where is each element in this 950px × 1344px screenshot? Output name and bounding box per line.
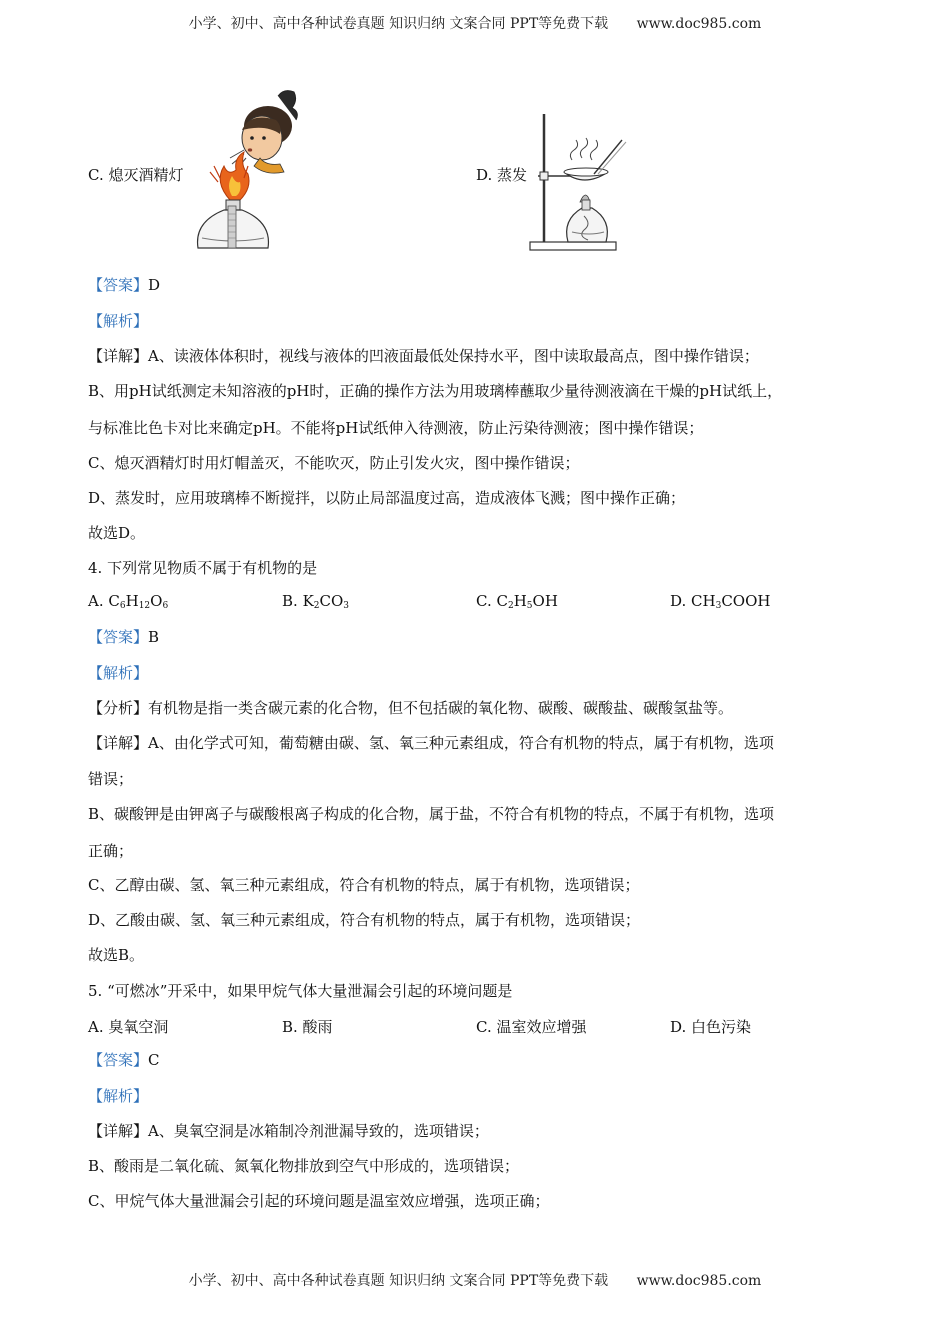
q4-detail-d: D、乙酸由碳、氢、氧三种元素组成，符合有机物的特点，属于有机物，选项错误；	[88, 911, 641, 929]
q5-detail-a	[88, 1120, 489, 1141]
q3-analysis-heading	[88, 310, 148, 331]
q3-detail-c: C、熄灭酒精灯时用灯帽盖灭，不能吹灭，防止引发火灾，图中操作错误；	[88, 454, 580, 472]
q4-answer	[88, 626, 159, 647]
flame-icon	[210, 152, 249, 200]
q5-answer	[88, 1049, 160, 1070]
answer-value: D	[148, 276, 161, 294]
q4-stem: 4. 下列常见物质不属于有机物的是	[88, 559, 318, 577]
q4-detail-c: C、乙醇由碳、氢、氧三种元素组成，符合有机物的特点，属于有机物，选项错误；	[88, 876, 640, 894]
q4-detail-b-line2: 正确；	[88, 842, 134, 860]
answer-tag: 【答案】	[88, 628, 149, 646]
q5-option-a: A. 臭氧空洞	[88, 1018, 169, 1036]
glass-rod-icon	[594, 140, 626, 174]
detail-text: A、臭氧空洞是冰箱制冷剂泄漏导致的，选项错误；	[148, 1122, 489, 1140]
alcohol-lamp-icon	[198, 200, 269, 248]
q4-detail-a-line2: 错误；	[88, 770, 134, 788]
evaporation-setup-figure	[528, 112, 638, 254]
detail-text: A、读液体体积时，视线与液体的凹液面最低处保持水平，图中读取最高点，图中操作错误；	[148, 347, 759, 365]
q4-analysis-heading	[88, 662, 148, 683]
page-header	[0, 13, 950, 33]
fenxi-text: 有机物是指一类含碳元素的化合物，但不包括碳的氧化物、碳酸、碳酸盐、碳酸氢盐等。	[148, 699, 734, 717]
q3-option-c: C. 熄灭酒精灯	[88, 166, 184, 184]
q4-detail-a-line1	[88, 732, 774, 753]
q5-stem: 5. “可燃冰”开采中，如果甲烷气体大量泄漏会引起的环境问题是	[88, 982, 513, 1000]
extinguish-alcohol-lamp-figure	[190, 88, 320, 253]
answer-tag: 【答案】	[88, 1051, 149, 1069]
detail-tag: 【详解】	[88, 734, 149, 752]
q4-conclusion: 故选B。	[88, 946, 145, 964]
analysis-tag: 【解析】	[88, 664, 149, 682]
q5-detail-c: C、甲烷气体大量泄漏会引起的环境问题是温室效应增强，选项正确；	[88, 1192, 550, 1210]
q3-conclusion: 故选D。	[88, 524, 146, 542]
header-text: 小学、初中、高中各种试卷真题 知识归纳 文案合同 PPT等免费下载	[188, 16, 609, 32]
q3-detail-b-line2: 与标准比色卡对比来确定pH。不能将pH试纸伸入待测液，防止污染待测液；图中操作错误；	[88, 419, 704, 437]
q5-option-c: C. 温室效应增强	[476, 1018, 587, 1036]
person-blowing-icon	[242, 91, 297, 173]
q5-detail-b: B、酸雨是二氧化硫、氮氧化物排放到空气中形成的，选项错误；	[88, 1157, 520, 1175]
fenxi-tag: 【分析】	[88, 699, 149, 717]
answer-value: B	[148, 628, 160, 646]
page-footer	[0, 1270, 950, 1290]
analysis-tag: 【解析】	[88, 312, 149, 330]
answer-tag: 【答案】	[88, 276, 149, 294]
q4-detail-b-line1: B、碳酸钾是由钾离子与碳酸根离子构成的化合物，属于盐，不符合有机物的特点，不属于有机物，选项	[88, 805, 775, 823]
q4-option-a: A. $C_6H_{12}O_6$	[88, 592, 169, 611]
q4-option-c: C. $C_2H_5OH$	[476, 592, 558, 611]
q4-option-d: D. $CH_3COOH$	[670, 592, 771, 611]
q5-option-d: D. 白色污染	[670, 1018, 752, 1036]
detail-tag: 【详解】	[88, 1122, 149, 1140]
q4-fenxi	[88, 697, 733, 718]
answer-value: C	[148, 1051, 160, 1069]
q3-detail-a	[88, 345, 759, 366]
evaporating-dish-icon	[564, 138, 608, 180]
q3-detail-b-line1: B、用pH试纸测定未知溶液的pH时，正确的操作方法为用玻璃棒蘸取少量待测液滴在干燥的pH试纸上，	[88, 382, 783, 400]
q4-option-b: B. $K_2CO_3$	[282, 592, 350, 611]
header-site-link[interactable]: www.doc985.com	[636, 16, 762, 32]
detail-text: A、由化学式可知，葡萄糖由碳、氢、氧三种元素组成，符合有机物的特点，属于有机物，选项	[148, 734, 774, 752]
footer-text: 小学、初中、高中各种试卷真题 知识归纳 文案合同 PPT等免费下载	[188, 1273, 609, 1289]
q5-analysis-heading	[88, 1085, 148, 1106]
analysis-tag: 【解析】	[88, 1087, 149, 1105]
alcohol-lamp-icon	[567, 195, 608, 242]
detail-tag: 【详解】	[88, 347, 149, 365]
footer-site-link[interactable]: www.doc985.com	[636, 1273, 762, 1289]
q3-detail-d: D、蒸发时，应用玻璃棒不断搅拌，以防止局部温度过高，造成液体飞溅；图中操作正确；	[88, 489, 686, 507]
q5-option-b: B. 酸雨	[282, 1018, 333, 1036]
q3-answer	[88, 274, 160, 295]
q3-option-d: D. 蒸发	[476, 166, 528, 184]
